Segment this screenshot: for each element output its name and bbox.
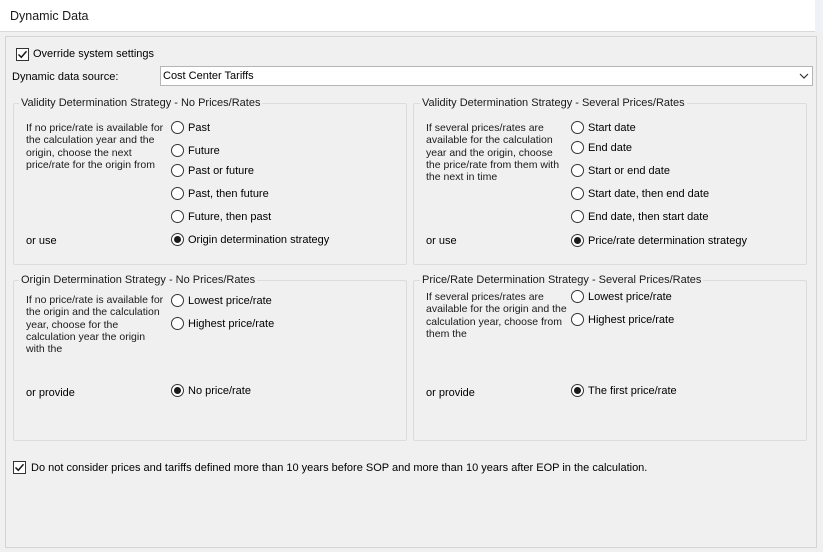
override-checkbox[interactable] (16, 48, 29, 61)
title-bar-accent (815, 0, 823, 32)
radio-lowest-price-rate-several-label: Lowest price/rate (588, 291, 672, 303)
radio-start-then-end-date-label: Start date, then end date (588, 188, 710, 200)
radio-highest-price-rate-origin-label: Highest price/rate (188, 318, 275, 330)
radio-highest-price-rate-several[interactable] (571, 313, 584, 326)
radio-future-then-past[interactable] (171, 210, 184, 223)
origin-no-prices-description: If no price/rate is available for the origin and the calculation year, choose for the calculation year the origin with the (26, 294, 164, 356)
radio-origin-determination-strategy-label: Origin determination strategy (188, 234, 330, 246)
radio-end-date[interactable] (571, 141, 584, 154)
origin-no-prices-legend: Origin Determination Strategy - No Prices/Rates (21, 274, 256, 286)
radio-lowest-price-rate-origin-label: Lowest price/rate (188, 295, 272, 307)
title-bar (0, 0, 823, 32)
check-icon (17, 49, 28, 60)
price-several-prices-description: If several prices/rates are available for the origin and the calculation year, choose from them the (426, 291, 567, 340)
radio-start-date-label: Start date (588, 122, 636, 134)
check-icon (14, 462, 25, 473)
exclude-old-prices-checkbox[interactable] (13, 461, 26, 474)
validity-several-prices-description: If several prices/rates are available for the calculation year and the origin, choose the price/rate from them with the next in time (426, 122, 560, 184)
validity-several-prices-legend: Validity Determination Strategy - Several Prices/Rates (422, 97, 685, 109)
chevron-down-icon (799, 71, 809, 81)
radio-past-then-future[interactable] (171, 187, 184, 200)
radio-start-or-end-date[interactable] (571, 164, 584, 177)
radio-first-price-rate[interactable] (571, 384, 584, 397)
radio-no-price-rate[interactable] (171, 384, 184, 397)
radio-end-then-start-date[interactable] (571, 210, 584, 223)
radio-past-then-future-label: Past, then future (188, 188, 269, 200)
radio-end-then-start-date-label: End date, then start date (588, 211, 709, 223)
override-label: Override system settings (33, 48, 155, 60)
radio-past-or-future-label: Past or future (188, 165, 255, 177)
window-title: Dynamic Data (10, 9, 89, 23)
radio-price-rate-determination-strategy[interactable] (571, 234, 584, 247)
radio-no-price-rate-label: No price/rate (188, 385, 251, 397)
source-label: Dynamic data source: (12, 71, 119, 83)
source-select-value: Cost Center Tariffs (163, 70, 254, 82)
radio-future-label: Future (188, 145, 220, 157)
price-several-prices-legend: Price/Rate Determination Strategy - Several Prices/Rates (422, 274, 702, 286)
radio-start-then-end-date[interactable] (571, 187, 584, 200)
radio-past[interactable] (171, 121, 184, 134)
validity-no-prices-legend: Validity Determination Strategy - No Prices/Rates (21, 97, 261, 109)
radio-past-or-future[interactable] (171, 164, 184, 177)
radio-past-label: Past (188, 122, 211, 134)
radio-lowest-price-rate-several[interactable] (571, 290, 584, 303)
source-select[interactable] (160, 66, 813, 86)
validity-no-prices-or-label: or use (26, 235, 57, 247)
radio-start-date[interactable] (571, 121, 584, 134)
origin-no-prices-or-label: or provide (26, 387, 75, 399)
radio-future-then-past-label: Future, then past (188, 211, 272, 223)
radio-price-rate-determination-strategy-label: Price/rate determination strategy (588, 235, 747, 247)
price-several-prices-or-label: or provide (426, 387, 475, 399)
radio-future[interactable] (171, 144, 184, 157)
radio-lowest-price-rate-origin[interactable] (171, 294, 184, 307)
validity-no-prices-description: If no price/rate is available for the calculation year and the origin, choose the next price/rate for the origin from (26, 122, 164, 171)
radio-end-date-label: End date (588, 142, 633, 154)
radio-first-price-rate-label: The first price/rate (588, 385, 677, 397)
exclude-old-prices-label: Do not consider prices and tariffs defined more than 10 years before SOP and more than 10 years after EOP in the calculation. (31, 462, 648, 474)
radio-highest-price-rate-several-label: Highest price/rate (588, 314, 675, 326)
radio-start-or-end-date-label: Start or end date (588, 165, 670, 177)
radio-origin-determination-strategy[interactable] (171, 233, 184, 246)
validity-several-prices-or-label: or use (426, 235, 457, 247)
radio-highest-price-rate-origin[interactable] (171, 317, 184, 330)
